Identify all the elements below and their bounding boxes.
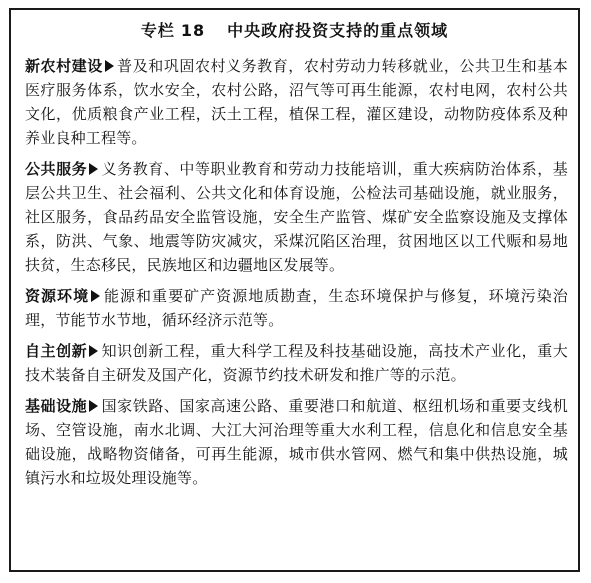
title-text: 中央政府投资支持的重点领域 bbox=[227, 21, 449, 40]
section-list bbox=[25, 54, 568, 497]
section-text: 知识创新工程，重大科学工程及科技基础设施，高技术产业化，重大技术装备自主研发及国产化，资源节约技术研发和推广等的示范。 bbox=[25, 342, 568, 384]
section-public-services bbox=[25, 157, 568, 277]
section-text: 能源和重要矿产资源地质勘查，生态环境保护与修复，环境污染治理，节能节水节地，循环经济示范等。 bbox=[25, 287, 568, 329]
arrow-icon bbox=[89, 400, 98, 412]
arrow-icon bbox=[91, 290, 100, 302]
section-text: 普及和巩固农村义务教育，农村劳动力转移就业，公共卫生和基本医疗服务体系，饮水安全，农村公路，沼气等可再生能源，农村电网，农村公共文化，优质粮食产业工程，沃土工程，植保工程，灌区建设，动物防疫体系及种养业良种工程等。 bbox=[25, 57, 568, 147]
section-label: 自主创新 bbox=[25, 342, 88, 360]
section-label: 新农村建设 bbox=[25, 57, 103, 75]
arrow-icon bbox=[105, 60, 114, 72]
section-label: 公共服务 bbox=[25, 160, 88, 178]
section-label: 资源环境 bbox=[25, 287, 90, 305]
section-innovation bbox=[25, 339, 568, 387]
arrow-icon bbox=[89, 163, 98, 175]
section-resources-environment bbox=[25, 284, 568, 332]
feature-box bbox=[9, 8, 580, 572]
section-text: 国家铁路、国家高速公路、重要港口和航道、枢纽机场和重要支线机场、空管设施，南水北调、大江大河治理等重大水利工程，信息化和信息安全基础设施，战略物资储备，可再生能源，城市供水管网、燃气和集中供热设施，城镇污水和垃圾处理设施等。 bbox=[25, 397, 568, 487]
box-title bbox=[11, 18, 578, 41]
section-label: 基础设施 bbox=[25, 397, 88, 415]
title-number: 18 bbox=[180, 21, 206, 40]
section-text: 义务教育、中等职业教育和劳动力技能培训，重大疾病防治体系，基层公共卫生、社会福利、公共文化和体育设施，公检法司基础设施，就业服务，社区服务，食品药品安全监管设施，安全生产监管、煤矿安全监察设施及支撑体系，防洪、气象、地震等防灾减灾，采煤沉陷区治理，贫困地区以工代赈和易地扶贫，生态移民，民族地区和边疆地区发展等。 bbox=[25, 160, 568, 274]
section-infrastructure bbox=[25, 394, 568, 490]
title-prefix: 专栏 bbox=[140, 21, 175, 40]
arrow-icon bbox=[89, 345, 98, 357]
section-new-countryside bbox=[25, 54, 568, 150]
